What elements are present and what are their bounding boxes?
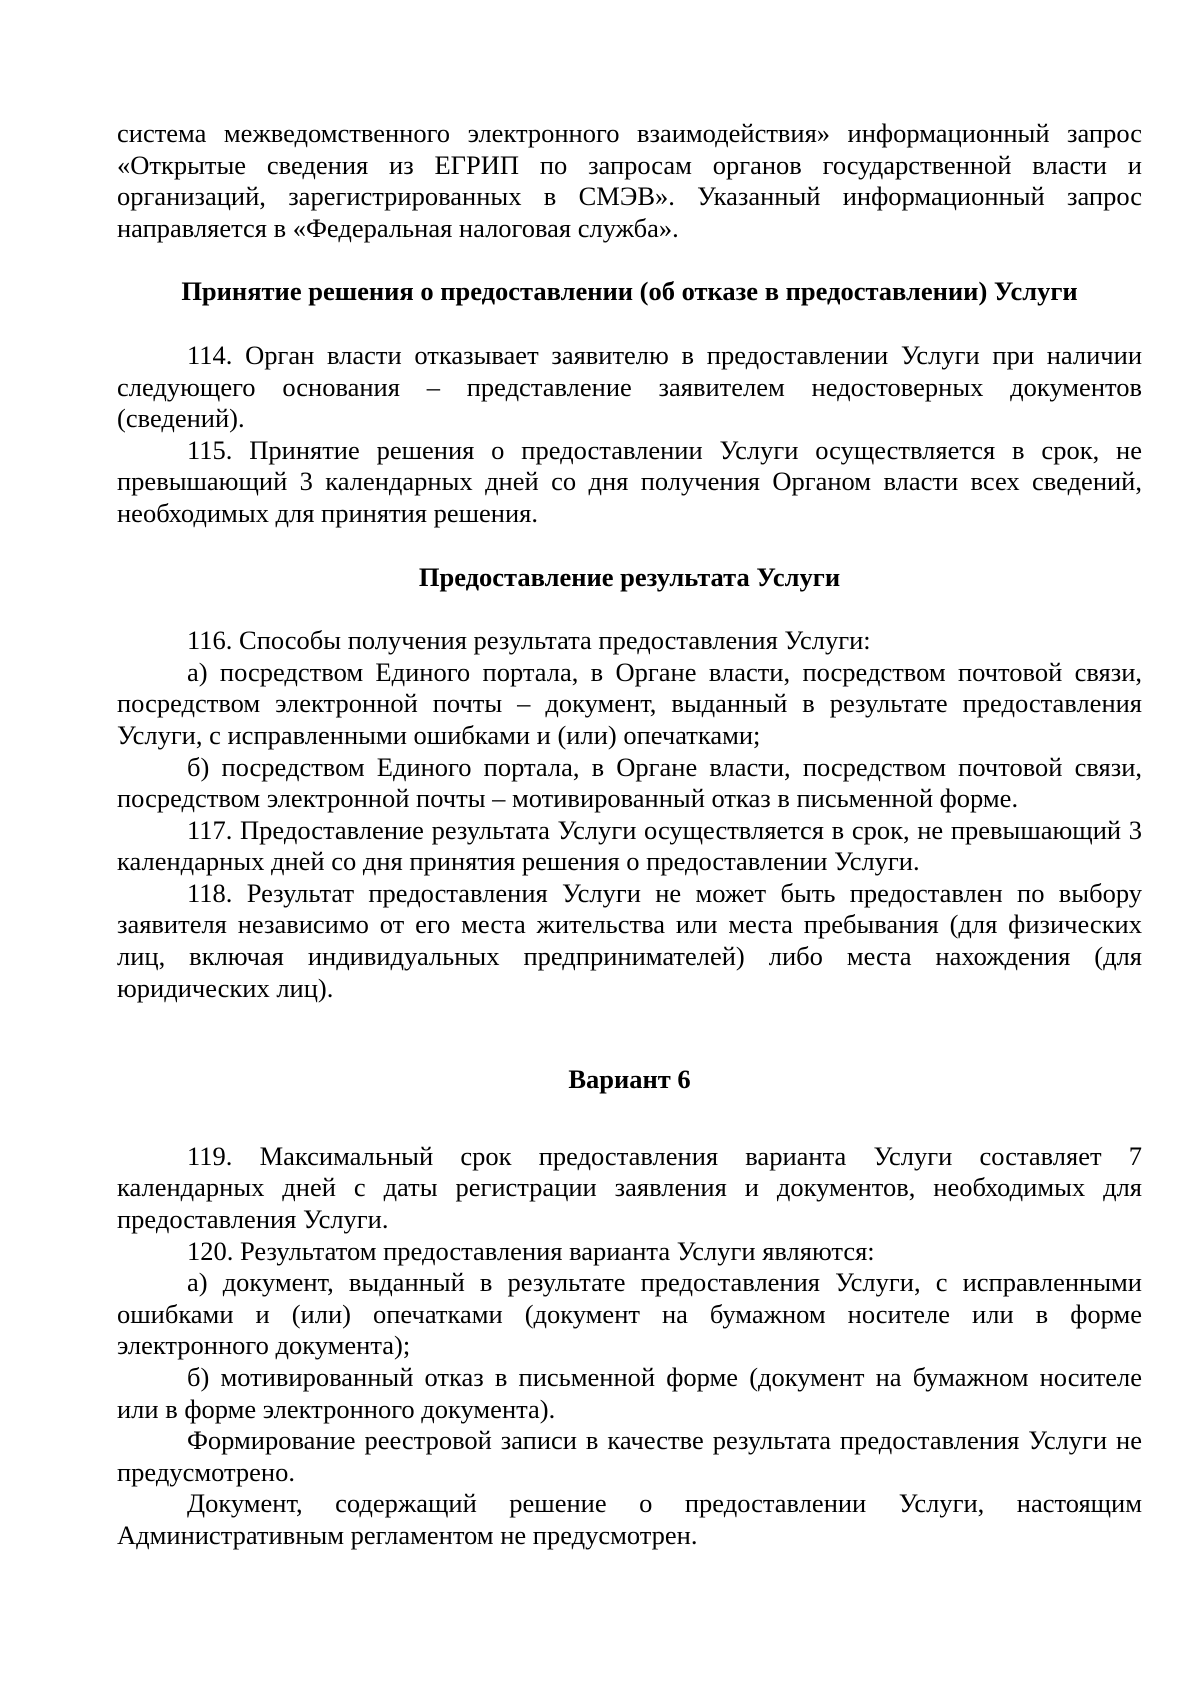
paragraph-registry: Формирование реестровой записи в качестве результата предоставления Услуги не предусмотрено. bbox=[117, 1425, 1142, 1487]
paragraph-120b: б) мотивированный отказ в письменной форме (документ на бумажном носителе или в форме электронного документа). bbox=[117, 1362, 1142, 1424]
paragraph-120: 120. Результатом предоставления варианта Услуги являются: bbox=[187, 1235, 875, 1266]
paragraph-118: 118. Результат предоставления Услуги не может быть предоставлен по выбору заявителя независимо от его места жительства или места пребывания (для физических лиц, включая индивидуальных предпринимателей) либо места нахождения (для юридических лиц). bbox=[117, 877, 1142, 1003]
paragraph-119: 119. Максимальный срок предоставления варианта Услуги составляет 7 календарных дней с даты регистрации заявления и документов, необходимых для предоставления Услуги. bbox=[117, 1140, 1142, 1235]
paragraph-120a: а) документ, выданный в результате предоставления Услуги, с исправленными ошибками и (или) опечатками (документ на бумажном носителе или в форме электронного документа); bbox=[117, 1267, 1142, 1361]
paragraph-116b: б) посредством Единого портала, в Органе власти, посредством почтовой связи, посредством электронной почты – мотивированный отказ в письменной форме. bbox=[117, 751, 1142, 814]
paragraph-115: 115. Принятие решения о предоставлении Услуги осуществляется в срок, не превышающий 3 календарных дней со дня получения Органом власти всех сведений, необходимых для принятия решения. bbox=[117, 434, 1142, 528]
heading-variant: Вариант 6 bbox=[568, 1064, 691, 1095]
paragraph-116a: а) посредством Единого портала, в Органе власти, посредством почтовой связи, посредством электронной почты – документ, выданный в результате предоставления Услуги, с исправленными ошибками и (или) опечатками; bbox=[117, 656, 1142, 750]
paragraph-intro: система межведомственного электронного взаимодействия» информационный запрос «Открытые сведения из ЕГРИП по запросам органов государственной власти и организаций, зарегистрированных в СМЭВ». Указанный информационный запрос направляется в «Федеральная налоговая служба». bbox=[117, 118, 1142, 243]
paragraph-decision-document: Документ, содержащий решение о предоставлении Услуги, настоящим Административным регламентом не предусмотрен. bbox=[117, 1488, 1142, 1550]
paragraph-117: 117. Предоставление результата Услуги осуществляется в срок, не превышающий 3 календарных дней со дня принятия решения о предоставлении Услуги. bbox=[117, 814, 1142, 877]
heading-result: Предоставление результата Услуги bbox=[418, 561, 841, 592]
paragraph-116: 116. Способы получения результата предоставления Услуги: bbox=[187, 625, 871, 656]
heading-decision: Принятие решения о предоставлении (об отказе в предоставлении) Услуги bbox=[181, 276, 1078, 307]
document-page bbox=[117, 118, 1142, 1552]
paragraph-114: 114. Орган власти отказывает заявителю в предоставлении Услуги при наличии следующего основания – представление заявителем недостоверных документов (сведений). bbox=[117, 339, 1142, 434]
